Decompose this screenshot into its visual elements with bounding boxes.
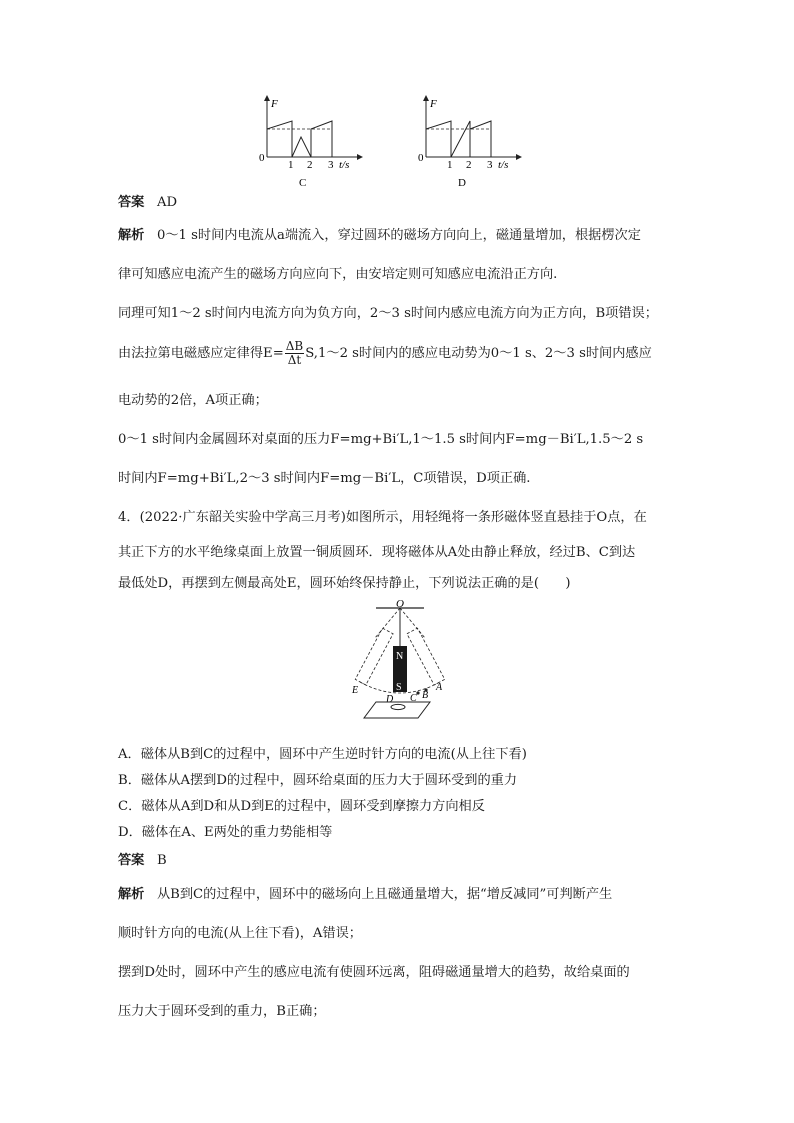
q3-answer: [118, 194, 177, 212]
answer-value: AD: [156, 195, 178, 210]
q4-option-c: C．磁体从A到D和从D到E的过程中，圆环受到摩擦力方向相反: [118, 799, 485, 814]
label-a: A: [436, 682, 443, 693]
q4-analysis-line-2: 顺时针方向的电流(从上往下看)，A错误；: [118, 926, 362, 941]
label-d: D: [386, 694, 394, 705]
answer-label: 答案: [118, 853, 145, 868]
pendulum-figure: [340, 598, 460, 724]
analysis-label: 解析: [118, 887, 145, 902]
label-s: S: [396, 682, 402, 693]
label-n: N: [396, 651, 404, 662]
origin-label: 0: [259, 152, 265, 164]
analysis-text: 0～1 s时间内电流从a端流入，穿过圆环的磁场方向向上，磁通量增加，根据楞次定: [156, 228, 641, 243]
axis-t-label: t/s: [498, 159, 509, 171]
label-o: O: [396, 598, 404, 610]
q3-analysis-line-3: 同理可知1～2 s时间内电流方向为负方向，2～3 s时间内感应电流方向为正方向，B项错误；: [118, 306, 658, 321]
formula-fraction: [285, 340, 304, 367]
q4-analysis-line-4: 压力大于圆环受到的重力，B正确；: [118, 1004, 326, 1019]
q3-analysis-line-4: [118, 340, 652, 367]
graph-d: [414, 95, 524, 190]
formula-suffix: S,1～2 s时间内的感应电动势为0～1 s、2～3 s时间内感应: [305, 346, 652, 361]
formula-prefix: 由法拉第电磁感应定律得E=: [118, 346, 284, 361]
analysis-label: 解析: [118, 228, 145, 243]
fraction-denominator: Δt: [287, 353, 302, 367]
q3-analysis-line-7: 时间内F=mg+Bi′L,2～3 s时间内F=mg－Bi′L，C项错误，D项正确.: [118, 471, 531, 486]
q4-option-d: D．磁体在A、E两处的重力势能相等: [118, 825, 333, 840]
label-e: E: [352, 685, 359, 696]
q4-option-a: A．磁体从B到C的过程中，圆环中产生逆时针方向的电流(从上往下看): [118, 747, 527, 762]
q4-stem-line-1: 4．(2022·广东韶关实验中学高三月考)如图所示，用轻绳将一条形磁体竖直悬挂于O点，在: [118, 510, 647, 525]
tick-2: 2: [466, 159, 472, 171]
q4-answer: [118, 852, 167, 870]
q3-analysis-line-5: 电动势的2倍，A项正确；: [118, 393, 268, 408]
axis-f-label: F: [430, 98, 437, 110]
tick-3: 3: [487, 159, 493, 171]
label-b: B: [422, 690, 429, 701]
q4-stem-line-3: 最低处D，再摆到左侧最高处E，圆环始终保持静止，下列说法正确的是( ): [118, 576, 571, 591]
tick-2: 2: [307, 159, 313, 171]
graph-d-label: D: [458, 177, 466, 189]
axis-t-label: t/s: [339, 159, 350, 171]
q3-analysis-line-6: 0～1 s时间内金属圆环对桌面的压力F=mg+Bi′L,1～1.5 s时间内F=mg－Bi′L,1.5～2 s: [118, 432, 644, 447]
q4-analysis-line-1: [118, 886, 612, 904]
fraction-numerator: ΔB: [285, 339, 304, 353]
tick-1: 1: [288, 159, 294, 171]
answer-label: 答案: [118, 195, 145, 210]
q3-analysis-line-1: [118, 227, 641, 245]
tick-3: 3: [328, 159, 334, 171]
q3-analysis-line-2: 律可知感应电流产生的磁场方向应向下，由安培定则可知感应电流沿正方向.: [118, 267, 558, 282]
analysis-text: 从B到C的过程中，圆环中的磁场向上且磁通量增大，据“增反减同”可判断产生: [156, 887, 613, 902]
axis-f-label: F: [271, 98, 278, 110]
tick-1: 1: [447, 159, 453, 171]
q4-stem-line-2: 其正下方的水平绝缘桌面上放置一铜质圆环．现将磁体从A处由静止释放，经过B、C到达: [118, 545, 636, 560]
answer-value: B: [156, 853, 167, 868]
origin-label: 0: [418, 152, 424, 164]
q4-option-b: B．磁体从A摆到D的过程中，圆环给桌面的压力大于圆环受到的重力: [118, 773, 518, 788]
q4-analysis-line-3: 摆到D处时，圆环中产生的感应电流有使圆环远离，阻碍磁通量增大的趋势，故给桌面的: [118, 965, 630, 980]
graph-c: [255, 95, 365, 190]
graph-c-label: C: [299, 177, 307, 189]
label-c: C: [410, 693, 417, 704]
